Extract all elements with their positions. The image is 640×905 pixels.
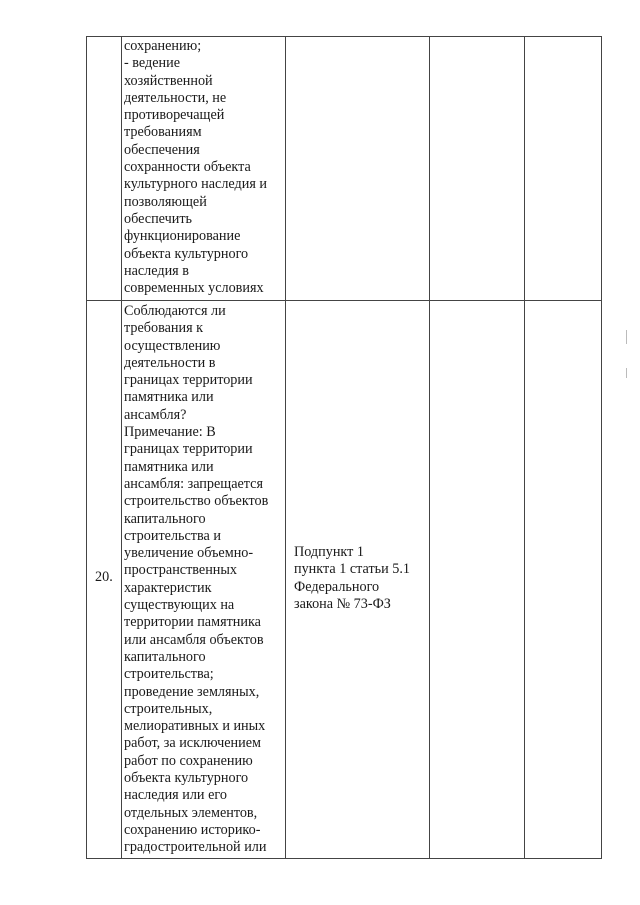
text-line: характеристик — [124, 579, 212, 596]
text-line: требования к — [124, 320, 204, 337]
text-line: объекта культурного — [124, 770, 249, 787]
text-line: строительство объектов — [124, 493, 269, 510]
scan-artifact — [626, 330, 627, 344]
text-line: мелиоративных и иных — [124, 718, 266, 735]
text-line: отдельных элементов, — [124, 804, 258, 821]
text-line: работ по сохранению — [124, 752, 253, 769]
col-border-left — [86, 36, 87, 859]
col-border-right — [601, 36, 602, 859]
text-line: наследия или его — [124, 787, 227, 804]
text-line: ансамбля? — [124, 406, 187, 423]
col-border-1 — [121, 36, 122, 859]
col-border-4 — [524, 36, 525, 859]
col-border-2 — [285, 36, 286, 859]
text-line: позволяющей — [124, 193, 207, 210]
row-2-legal-reference — [294, 544, 410, 613]
text-line: границах территории — [124, 372, 253, 389]
text-line: осуществлению — [124, 337, 221, 354]
text-line: капитального — [124, 510, 206, 527]
text-line: пункта 1 статьи 5.1 — [294, 561, 410, 578]
scan-artifact — [626, 368, 627, 378]
text-line: капитального — [124, 648, 206, 665]
text-line: границах территории — [124, 441, 253, 458]
text-line: ансамбля: запрещается — [124, 475, 264, 492]
text-line: наследия в — [124, 262, 189, 279]
text-line: противоречащей — [124, 107, 225, 124]
text-line: Федерального — [294, 578, 380, 595]
text-line: градостроительной или — [124, 839, 267, 856]
text-line: требованиям — [124, 124, 202, 141]
row-2-number: 20. — [95, 569, 113, 585]
text-line: строительства и — [124, 527, 221, 544]
text-line: пространственных — [124, 562, 238, 579]
text-line: современных условиях — [124, 280, 264, 297]
text-line: увеличение объемно- — [124, 545, 254, 562]
text-line: Подпункт 1 — [294, 544, 364, 560]
row-1-requirement — [124, 38, 267, 297]
text-line: обеспечить — [124, 210, 193, 227]
row-2-requirement — [124, 303, 268, 857]
text-line: деятельности, не — [124, 89, 227, 106]
text-line: Соблюдаются ли — [124, 303, 226, 319]
text-line: объекта культурного — [124, 245, 249, 262]
text-line: закона № 73-ФЗ — [294, 595, 391, 612]
col-border-3 — [429, 36, 430, 859]
text-line: деятельности в — [124, 354, 216, 371]
text-line: памятника или — [124, 389, 214, 406]
text-line: строительства; — [124, 666, 214, 683]
text-line: работ, за исключением — [124, 735, 262, 752]
text-line: строительных, — [124, 700, 213, 717]
text-line: сохранению; — [124, 38, 202, 54]
text-line: или ансамбля объектов — [124, 631, 264, 648]
text-line: существующих на — [124, 597, 235, 614]
text-line: сохранности объекта — [124, 159, 251, 176]
text-line: культурного наследия и — [124, 176, 268, 193]
text-line: функционирование — [124, 228, 241, 245]
text-line: обеспечения — [124, 141, 200, 158]
text-line: сохранению историко- — [124, 821, 261, 838]
text-line: Примечание: В — [124, 424, 216, 441]
text-line: проведение земляных, — [124, 683, 260, 700]
text-line: памятника или — [124, 458, 214, 475]
text-line: хозяйственной — [124, 72, 213, 89]
text-line: - ведение — [124, 55, 180, 72]
text-line: территории памятника — [124, 614, 261, 631]
